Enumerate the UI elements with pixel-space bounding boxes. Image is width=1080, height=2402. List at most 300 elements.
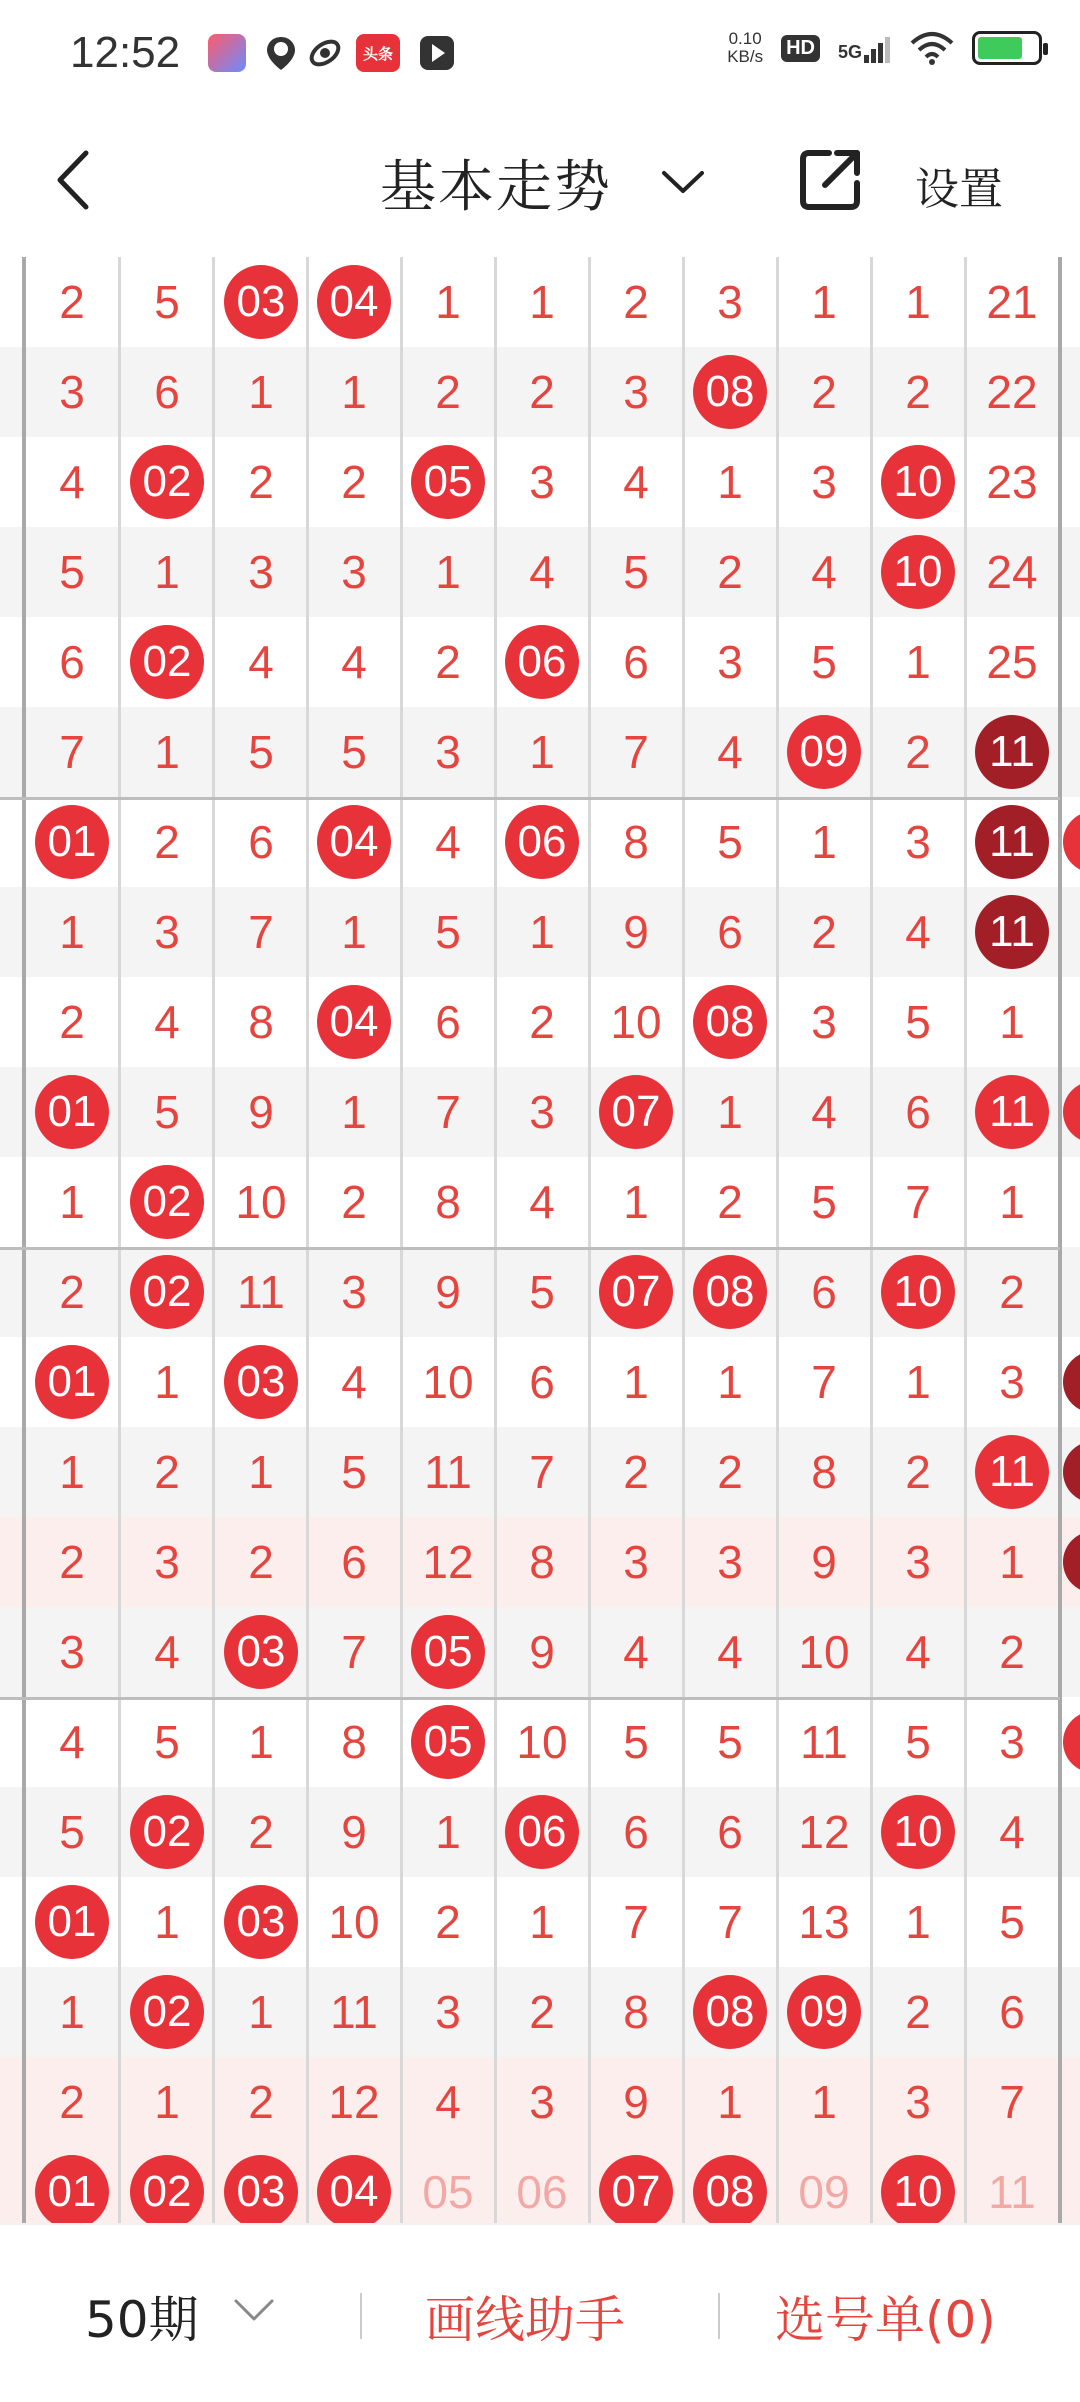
cell-value: 5: [529, 1266, 555, 1318]
cell-value: 4: [811, 546, 837, 598]
cell-value: 1: [248, 366, 274, 418]
miss-count-cell: [683, 2057, 777, 2147]
cell-value: 5: [811, 1176, 837, 1228]
miss-count-cell: [120, 1427, 214, 1517]
miss-count-cell: [777, 797, 871, 887]
miss-count-cell: [25, 1517, 119, 1607]
miss-count-cell: [307, 437, 401, 527]
miss-count-cell: [120, 1877, 214, 1967]
miss-count-cell: [495, 1247, 589, 1337]
number-ball: [307, 257, 401, 347]
cell-value: 1: [59, 1176, 85, 1228]
cell-value: 3: [623, 366, 649, 418]
miss-count-cell: [495, 1337, 589, 1427]
cell-value: 8: [623, 816, 649, 868]
trend-row: [0, 257, 1080, 347]
miss-count-cell: [495, 1517, 589, 1607]
miss-count-cell: [120, 1697, 214, 1787]
miss-count-cell: [871, 1337, 965, 1427]
cell-value: 04: [317, 805, 391, 879]
cell-value: 02: [130, 1795, 204, 1869]
cell-value: 10: [328, 1896, 380, 1948]
cell-value: 4: [154, 996, 180, 1048]
number-ball: [214, 1337, 308, 1427]
number-ball: [495, 617, 589, 707]
miss-count-cell: [777, 2057, 871, 2147]
miss-count-cell: [495, 707, 589, 797]
miss-count-cell: [214, 617, 308, 707]
cell-value: 7: [435, 1086, 461, 1138]
miss-count-cell: [495, 2057, 589, 2147]
number-ball: [25, 797, 119, 887]
cell-value: 13: [798, 1896, 850, 1948]
cell-value: 10: [516, 1716, 568, 1768]
cell-value: 12: [798, 1806, 850, 1858]
miss-count-cell: [401, 1967, 495, 2057]
cell-value: 12: [422, 1536, 474, 1588]
number-ball: [307, 977, 401, 1067]
number-ball: [307, 797, 401, 887]
cell-value: 2: [717, 1446, 743, 1498]
miss-count-cell: [683, 1877, 777, 1967]
number-ball: [214, 1877, 308, 1967]
miss-count-cell: [495, 1067, 589, 1157]
cell-value: 4: [154, 1626, 180, 1678]
miss-count-cell: [307, 1517, 401, 1607]
cell-value: 1: [717, 2076, 743, 2128]
miss-count-cell: [120, 2057, 214, 2147]
cell-value: 9: [529, 1626, 555, 1678]
cell-value: 4: [59, 1716, 85, 1768]
cell-value: 8: [341, 1716, 367, 1768]
number-ball: [495, 1787, 589, 1877]
colorful-app-icon: [208, 34, 246, 72]
cell-value: 10: [881, 1795, 955, 1869]
status-right: [727, 30, 1042, 66]
miss-count-cell: [214, 1247, 308, 1337]
cell-value: 10: [881, 1255, 955, 1329]
miss-count-cell: [777, 1247, 871, 1337]
cell-value: 5: [248, 726, 274, 778]
miss-count-cell: [120, 1067, 214, 1157]
miss-count-cell: [777, 887, 871, 977]
cell-value: 5: [623, 1716, 649, 1768]
number-ball: [777, 1967, 871, 2057]
miss-count-cell: [401, 617, 495, 707]
cell-value: 1: [999, 1536, 1025, 1588]
periods-selector[interactable]: 50期: [85, 2291, 199, 2349]
miss-count-cell: [965, 527, 1059, 617]
periods-chevron-down-icon[interactable]: [232, 2295, 276, 2325]
trend-grid[interactable]: [0, 257, 1080, 2257]
page-title[interactable]: 基本走势: [380, 155, 612, 220]
trend-row: [0, 347, 1080, 437]
cell-value: 10: [422, 1356, 474, 1408]
trend-row: [0, 797, 1080, 887]
miss-count-cell: [25, 617, 119, 707]
number-ball: [777, 707, 871, 797]
miss-count-cell: [307, 1067, 401, 1157]
cell-value: 1: [435, 1806, 461, 1858]
battery-icon: [972, 31, 1042, 65]
cell-value: 8: [811, 1446, 837, 1498]
miss-count-cell: [965, 1517, 1059, 1607]
miss-count-cell: [307, 527, 401, 617]
cell-value: 3: [154, 906, 180, 958]
miss-count-cell: [871, 347, 965, 437]
cell-value: 3: [623, 1536, 649, 1588]
cell-value: 06: [505, 805, 579, 879]
miss-count-cell: [401, 1157, 495, 1247]
cell-value: 03: [224, 1885, 298, 1959]
group-divider: [0, 1697, 1060, 1700]
cell-value: 6: [811, 1266, 837, 1318]
number-ball: [965, 1067, 1059, 1157]
cell-value: 08: [693, 1975, 767, 2049]
cell-value: 3: [248, 546, 274, 598]
line-assist-button[interactable]: 画线助手: [425, 2291, 625, 2349]
cell-value: 08: [693, 2155, 767, 2229]
status-time: 12:52: [70, 28, 181, 77]
cell-value: 11: [424, 1446, 472, 1498]
miss-count-cell: [25, 1697, 119, 1787]
cell-value: 2: [341, 1176, 367, 1228]
cell-value: 7: [717, 1896, 743, 1948]
miss-count-cell: [401, 887, 495, 977]
cell-value: 1: [529, 726, 555, 778]
column-divider: [22, 257, 26, 2257]
trend-row: [0, 617, 1080, 707]
chevron-down-icon[interactable]: [660, 167, 706, 197]
cell-value: 25: [986, 636, 1038, 688]
number-ball: [120, 1247, 214, 1337]
miss-count-cell: [401, 707, 495, 797]
trend-row: [0, 1877, 1080, 1967]
number-ball: [120, 617, 214, 707]
miss-count-cell: [401, 1247, 495, 1337]
trend-row: [0, 1157, 1080, 1247]
number-ball: [683, 1967, 777, 2057]
miss-count-cell: [214, 1697, 308, 1787]
miss-count-cell: [589, 347, 683, 437]
cell-value: 1: [999, 1176, 1025, 1228]
cell-value: 2: [154, 1446, 180, 1498]
miss-count-cell: [965, 1697, 1059, 1787]
cell-value: 06: [505, 625, 579, 699]
cell-value: 5: [154, 1086, 180, 1138]
battery-tip: [1043, 43, 1048, 55]
number-ball: [25, 1877, 119, 1967]
miss-count-cell: [589, 1427, 683, 1517]
cell-value: 4: [623, 1626, 649, 1678]
cell-value: 3: [341, 546, 367, 598]
cell-value: 4: [905, 1626, 931, 1678]
share-icon[interactable]: [795, 145, 865, 215]
cell-value: 1: [154, 546, 180, 598]
cell-value: 1: [623, 1356, 649, 1408]
cell-value: 11: [800, 1716, 848, 1768]
cell-value: 4: [341, 1356, 367, 1408]
miss-count-cell: [25, 1967, 119, 2057]
cell-value: 1: [341, 906, 367, 958]
miss-count-cell: [871, 617, 965, 707]
cell-value: 09: [787, 1975, 861, 2049]
number-ball: [120, 1967, 214, 2057]
cell-value: 08: [693, 1255, 767, 1329]
cell-value: 1: [811, 276, 837, 328]
battery-fill: [978, 37, 1022, 59]
cell-value: 1: [529, 906, 555, 958]
miss-count-cell: [777, 1607, 871, 1697]
cell-value: 3: [529, 456, 555, 508]
miss-count-cell: [495, 1427, 589, 1517]
miss-count-cell: [965, 1967, 1059, 2057]
cell-value: 6: [154, 366, 180, 418]
trend-row: [0, 1337, 1080, 1427]
cell-value: 07: [599, 1255, 673, 1329]
cell-value: 3: [154, 1536, 180, 1588]
cell-value: 5: [154, 276, 180, 328]
column-divider: [400, 257, 403, 2257]
cell-value: 01: [35, 1075, 109, 1149]
cell-value: 1: [905, 1896, 931, 1948]
cell-value: 2: [248, 1806, 274, 1858]
cell-value: 2: [435, 1896, 461, 1948]
cell-value: 1: [529, 276, 555, 328]
cell-value: 2: [811, 906, 837, 958]
cell-value: 6: [623, 1806, 649, 1858]
number-ball: [965, 1427, 1059, 1517]
play-icon: [418, 34, 456, 72]
cell-value: 5: [59, 546, 85, 598]
cell-value: 6: [59, 636, 85, 688]
settings-button[interactable]: 设置: [915, 164, 1003, 215]
cell-value: 4: [435, 2076, 461, 2128]
miss-count-cell: [495, 977, 589, 1067]
miss-count-cell: [214, 2057, 308, 2147]
miss-count-cell: [120, 257, 214, 347]
miss-count-cell: [871, 707, 965, 797]
network-type: 5G: [837, 42, 862, 62]
column-divider: [776, 257, 779, 2257]
cell-value: 12: [328, 2076, 380, 2128]
miss-count-cell: [589, 1967, 683, 2057]
miss-count-cell: [401, 1787, 495, 1877]
cell-value: 4: [623, 456, 649, 508]
miss-count-cell: [871, 1877, 965, 1967]
miss-count-cell: [214, 887, 308, 977]
cell-value: 8: [435, 1176, 461, 1228]
miss-count-cell: [589, 887, 683, 977]
miss-count-cell: [589, 1517, 683, 1607]
miss-count-cell: [871, 1607, 965, 1697]
cell-value: 3: [529, 1086, 555, 1138]
footer-divider: [718, 2293, 720, 2339]
miss-count-cell: [25, 1427, 119, 1517]
number-ball: [25, 1337, 119, 1427]
cell-value: 5: [717, 816, 743, 868]
cell-value: 01: [35, 1345, 109, 1419]
cell-value: 2: [905, 1446, 931, 1498]
miss-count-cell: [214, 1967, 308, 2057]
cell-value: 22: [986, 366, 1038, 418]
miss-count-cell: [401, 1337, 495, 1427]
cell-value: 2: [717, 546, 743, 598]
trend-row: [0, 1787, 1080, 1877]
miss-count-cell: [589, 437, 683, 527]
number-ball: [401, 437, 495, 527]
bottom-toolbar: [0, 2223, 1080, 2402]
number-ball: [965, 887, 1059, 977]
miss-count-cell: [214, 1787, 308, 1877]
number-ball: [120, 1157, 214, 1247]
cell-value: 7: [623, 726, 649, 778]
miss-count-cell: [683, 1337, 777, 1427]
trend-row: [0, 1247, 1080, 1337]
cell-value: 03: [224, 265, 298, 339]
miss-count-cell: [120, 1607, 214, 1697]
miss-count-cell: [495, 887, 589, 977]
cell-value: 3: [717, 1536, 743, 1588]
number-ball: [965, 707, 1059, 797]
miss-count-cell: [401, 1517, 495, 1607]
cell-value: 5: [999, 1896, 1025, 1948]
cell-value: 7: [905, 1176, 931, 1228]
cell-value: 1: [905, 276, 931, 328]
cell-value: 07: [599, 1075, 673, 1149]
cell-value: 01: [35, 1885, 109, 1959]
number-ball: [120, 1787, 214, 1877]
cell-value: 7: [248, 906, 274, 958]
picked-numbers-button[interactable]: 选号单(0): [775, 2291, 996, 2349]
cell-value: 3: [59, 366, 85, 418]
miss-count-cell: [401, 527, 495, 617]
cell-value: 1: [435, 546, 461, 598]
miss-count-cell: [495, 527, 589, 617]
cell-value: 1: [341, 1086, 367, 1138]
cell-value: 3: [811, 996, 837, 1048]
miss-count-cell: [214, 707, 308, 797]
miss-count-cell: [307, 2057, 401, 2147]
cell-value: 9: [623, 2076, 649, 2128]
miss-count-cell: [401, 257, 495, 347]
miss-count-cell: [120, 1517, 214, 1607]
miss-count-cell: [777, 257, 871, 347]
cell-value: 11: [975, 1075, 1049, 1149]
miss-count-cell: [683, 1607, 777, 1697]
cell-value: 21: [986, 276, 1038, 328]
column-divider: [306, 257, 309, 2257]
miss-count-cell: [589, 977, 683, 1067]
cell-value: 2: [248, 1536, 274, 1588]
number-ball: [25, 1067, 119, 1157]
miss-count-cell: [589, 1787, 683, 1877]
miss-count-cell: [589, 1337, 683, 1427]
cell-value: 4: [717, 1626, 743, 1678]
miss-count-cell: [307, 1337, 401, 1427]
miss-count-cell: [307, 707, 401, 797]
miss-count-cell: [965, 617, 1059, 707]
miss-count-cell: [401, 1067, 495, 1157]
miss-count-cell: [307, 1967, 401, 2057]
cell-value: 6: [341, 1536, 367, 1588]
miss-count-cell: [589, 1157, 683, 1247]
miss-count-cell: [25, 887, 119, 977]
miss-count-cell: [965, 1157, 1059, 1247]
cell-value: 1: [623, 1176, 649, 1228]
miss-count-cell: [777, 1067, 871, 1157]
back-arrow-icon[interactable]: [48, 145, 108, 215]
cell-value: 08: [693, 355, 767, 429]
cell-value: 2: [59, 996, 85, 1048]
trend-row: [0, 1427, 1080, 1517]
cell-value: 7: [999, 2076, 1025, 2128]
net-speed: [727, 30, 763, 66]
miss-count-cell: [495, 1697, 589, 1787]
miss-count-cell: [25, 347, 119, 437]
number-ball: [214, 1607, 308, 1697]
number-ball: [871, 1247, 965, 1337]
cell-value: 1: [154, 1356, 180, 1408]
number-ball: [871, 437, 965, 527]
cell-value: 3: [905, 816, 931, 868]
miss-count-cell: [307, 1157, 401, 1247]
miss-count-cell: [401, 977, 495, 1067]
number-ball: [965, 797, 1059, 887]
cell-value: 2: [248, 2076, 274, 2128]
miss-count-cell: [777, 437, 871, 527]
cell-value: 10: [881, 445, 955, 519]
miss-count-cell: [965, 1607, 1059, 1697]
miss-count-cell: [307, 1787, 401, 1877]
trend-row: [0, 1697, 1080, 1787]
miss-count-cell: [683, 1517, 777, 1607]
miss-count-cell: [871, 1517, 965, 1607]
miss-count-cell: [777, 1517, 871, 1607]
column-divider: [682, 257, 685, 2257]
trend-row: [0, 527, 1080, 617]
cell-value: 09: [798, 2166, 850, 2218]
miss-count-cell: [214, 1427, 308, 1517]
number-ball: [214, 257, 308, 347]
cell-value: 10: [798, 1626, 850, 1678]
miss-count-cell: [871, 887, 965, 977]
miss-count-cell: [214, 1157, 308, 1247]
miss-count-cell: [683, 797, 777, 887]
cell-value: 2: [529, 366, 555, 418]
miss-count-cell: [25, 1787, 119, 1877]
cell-value: 3: [811, 456, 837, 508]
hd-badge: HD: [781, 35, 820, 62]
miss-count-cell: [214, 1067, 308, 1157]
cell-value: 01: [35, 805, 109, 879]
cell-value: 9: [248, 1086, 274, 1138]
miss-count-cell: [683, 437, 777, 527]
cell-value: 5: [59, 1806, 85, 1858]
cell-value: 03: [224, 1615, 298, 1689]
trend-row: [0, 1967, 1080, 2057]
miss-count-cell: [495, 437, 589, 527]
miss-count-cell: [401, 797, 495, 887]
cell-value: 5: [154, 1716, 180, 1768]
toutiao-icon: [356, 34, 400, 72]
cell-value: 3: [529, 2076, 555, 2128]
miss-count-cell: [777, 1337, 871, 1427]
cell-value: 3: [717, 636, 743, 688]
net-speed-unit: KB/s: [727, 47, 764, 66]
cell-value: 2: [435, 636, 461, 688]
cell-value: 3: [905, 1536, 931, 1588]
